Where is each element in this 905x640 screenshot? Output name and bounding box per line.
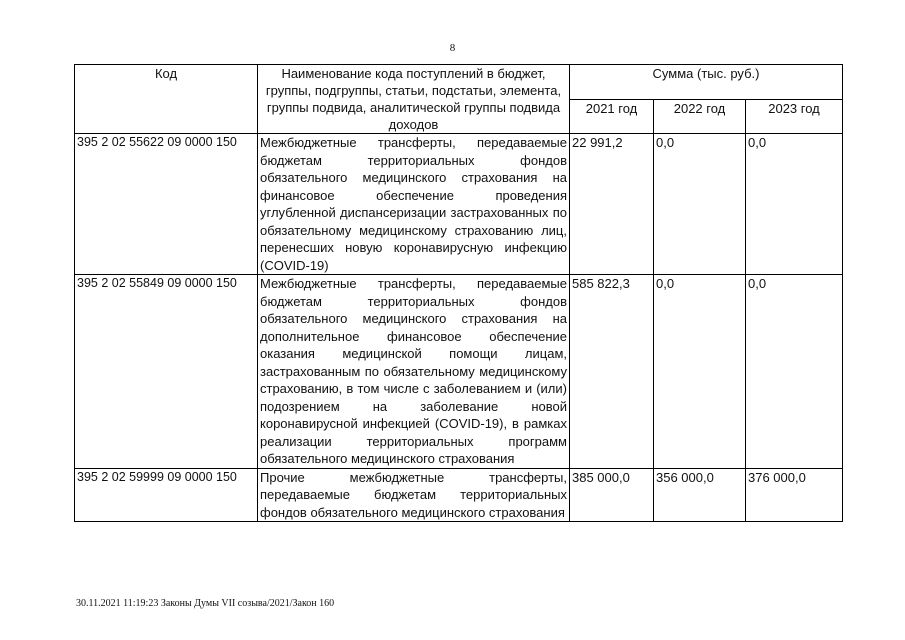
row-sum-2023: 376 000,0 <box>746 468 843 522</box>
row-sum-2023: 0,0 <box>746 134 843 275</box>
revenue-table <box>74 64 843 522</box>
table-row <box>75 468 843 522</box>
row-sum-2021: 385 000,0 <box>570 468 654 522</box>
row-name: Прочие межбюджетные трансферты, передаваемые бюджетам территориальных фондов обязательного медицинского страхования <box>258 468 570 522</box>
row-code: 395 2 02 59999 09 0000 150 <box>75 468 258 522</box>
header-code: Код <box>75 65 258 134</box>
row-code: 395 2 02 55622 09 0000 150 <box>75 134 258 275</box>
row-sum-2022: 0,0 <box>654 275 746 469</box>
row-name: Межбюджетные трансферты, передаваемые бюджетам территориальных фондов обязательного медицинского страхования на финансовое обеспечение проведения углубленной диспансеризации застрахованных по обязательному медицинскому страхованию лиц, перенесших новую коронавирусную инфекцию (COVID-19) <box>258 134 570 275</box>
document-footer: 30.11.2021 11:19:23 Законы Думы VII созыва/2021/Закон 160 <box>76 598 335 609</box>
row-sum-2022: 0,0 <box>654 134 746 275</box>
row-sum-2021: 585 822,3 <box>570 275 654 469</box>
table-row <box>75 134 843 275</box>
row-sum-2021: 22 991,2 <box>570 134 654 275</box>
page-number: 8 <box>449 42 456 54</box>
header-sum: Сумма (тыс. руб.) <box>570 65 843 100</box>
header-year-2021: 2021 год <box>570 99 654 134</box>
header-name: Наименование кода поступлений в бюджет, группы, подгруппы, статьи, подстатьи, элемента, группы подвида, аналитической группы подвида доходов <box>258 65 570 134</box>
table-row <box>75 275 843 469</box>
row-name: Межбюджетные трансферты, передаваемые бюджетам территориальных фондов обязательного медицинского страхования на дополнительное финансовое обеспечение оказания медицинской помощи лицам, застрахованным по обязательному медицинскому страхованию, в том числе с заболеванием и (или) подозрением на заболевание новой коронавирусной инфекцией (COVID-19), в рамках реализации территориальных программ обязательного медицинского страхования <box>258 275 570 469</box>
header-year-2023: 2023 год <box>746 99 843 134</box>
row-code: 395 2 02 55849 09 0000 150 <box>75 275 258 469</box>
table-header-row <box>75 65 843 100</box>
row-sum-2022: 356 000,0 <box>654 468 746 522</box>
row-sum-2023: 0,0 <box>746 275 843 469</box>
header-year-2022: 2022 год <box>654 99 746 134</box>
